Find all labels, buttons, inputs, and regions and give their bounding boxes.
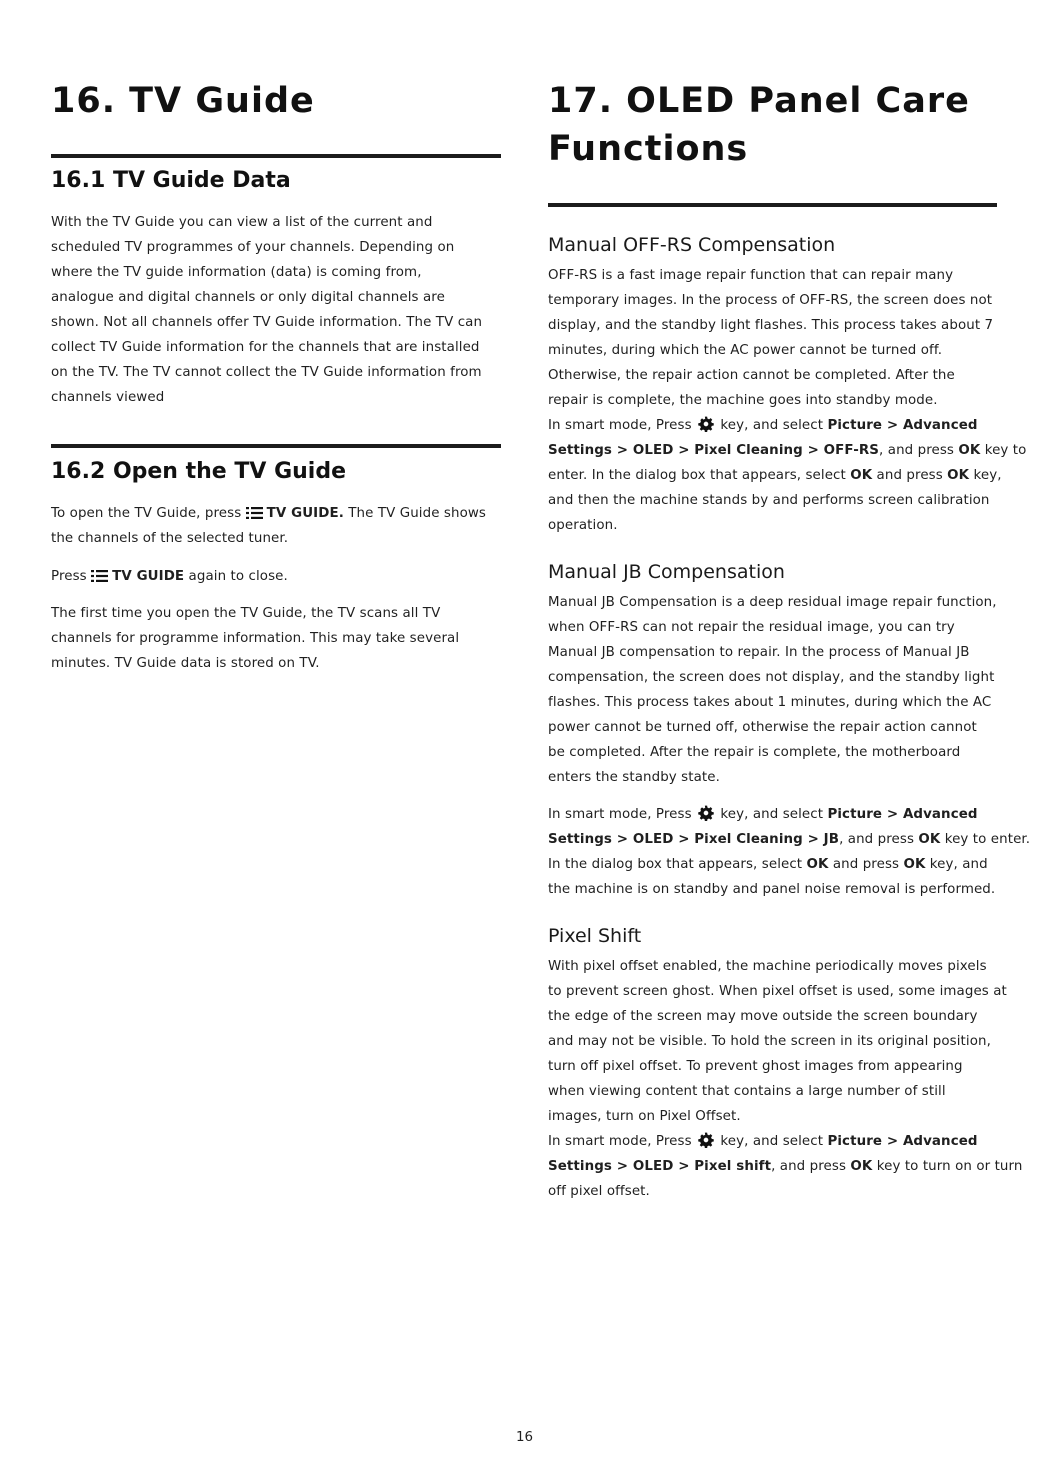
text-line: images, turn on Pixel Offset. xyxy=(548,1109,741,1124)
text-line: off pixel offset. xyxy=(548,1184,650,1199)
text-line: power cannot be turned off, otherwise the repair action cannot xyxy=(548,720,977,735)
jb-instructions-paragraph xyxy=(548,802,1030,902)
text-line: enters the standby state. xyxy=(548,770,720,785)
tv-guide-list-icon xyxy=(246,507,263,519)
gear-icon xyxy=(698,805,714,821)
text-line: the edge of the screen may move outside the screen boundary xyxy=(548,1009,978,1024)
first-time-paragraph xyxy=(51,601,459,676)
chapter-title-oled-line1: 17. OLED Panel Care xyxy=(548,81,970,121)
section-heading-tv-guide-data: 16.1 TV Guide Data xyxy=(51,168,291,193)
open-tv-guide-paragraph xyxy=(51,501,486,551)
text-line: enter. In the dialog box that appears, select OK and press OK key, xyxy=(548,468,1002,483)
divider xyxy=(51,154,501,158)
text-line: Press TV GUIDE again to close. xyxy=(51,569,288,584)
text-line: repair is complete, the machine goes into standby mode. xyxy=(548,393,938,408)
chapter-title-oled-line2: Functions xyxy=(548,129,749,169)
text-line: temporary images. In the process of OFF-RS, the screen does not xyxy=(548,293,993,308)
chapter-title-tv-guide: 16. TV Guide xyxy=(51,81,315,121)
text-line: and then the machine stands by and performs screen calibration xyxy=(548,493,990,508)
text-line: when viewing content that contains a large number of still xyxy=(548,1084,946,1099)
text-line: Settings > OLED > Pixel shift, and press OK key to turn on or turn xyxy=(548,1159,1023,1174)
text-line: OFF-RS is a fast image repair function that can repair many xyxy=(548,268,954,283)
text-line: With the TV Guide you can view a list of the current and xyxy=(51,215,433,230)
section-heading-pixel-shift: Pixel Shift xyxy=(548,925,642,947)
text-line: compensation, the screen does not display, and the standby light xyxy=(548,670,995,685)
section-heading-off-rs: Manual OFF-RS Compensation xyxy=(548,234,836,256)
divider xyxy=(548,203,997,207)
text-line: display, and the standby light flashes. This process takes about 7 xyxy=(548,318,994,333)
page-number: 16 xyxy=(515,1430,534,1445)
tv-guide-data-paragraph xyxy=(51,210,482,410)
text-line: shown. Not all channels offer TV Guide information. The TV can xyxy=(51,315,483,330)
tv-guide-list-icon xyxy=(91,570,108,582)
text-line: the machine is on standby and panel noise removal is performed. xyxy=(548,882,996,897)
text-line: To open the TV Guide, press TV GUIDE. The TV Guide shows xyxy=(51,506,486,521)
divider xyxy=(51,444,501,448)
gear-icon xyxy=(698,416,714,432)
text-line: on the TV. The TV cannot collect the TV Guide information from xyxy=(51,365,482,380)
text-line: With pixel offset enabled, the machine periodically moves pixels xyxy=(548,959,987,974)
gear-icon xyxy=(698,1132,714,1148)
text-line: when OFF-RS can not repair the residual image, you can try xyxy=(548,620,955,635)
text-line: flashes. This process takes about 1 minutes, during which the AC xyxy=(548,695,992,710)
text-line: turn off pixel offset. To prevent ghost images from appearing xyxy=(548,1059,963,1074)
text-line: channels viewed xyxy=(51,390,165,405)
off-rs-paragraph xyxy=(548,263,1026,538)
text-line: In smart mode, Press key, and select Picture > Advanced xyxy=(548,418,978,433)
text-line: In smart mode, Press key, and select Picture > Advanced xyxy=(548,807,978,822)
section-heading-jb: Manual JB Compensation xyxy=(548,561,785,583)
text-line: Settings > OLED > Pixel Cleaning > OFF-RS, and press OK key to xyxy=(548,443,1027,458)
text-line: channels for programme information. This may take several xyxy=(51,631,460,646)
text-line: and may not be visible. To hold the screen in its original position, xyxy=(548,1034,991,1049)
jb-paragraph xyxy=(548,590,997,790)
text-line: In the dialog box that appears, select OK and press OK key, and xyxy=(548,857,988,872)
text-line: the channels of the selected tuner. xyxy=(51,531,289,546)
section-heading-open-tv-guide: 16.2 Open the TV Guide xyxy=(51,459,347,484)
pixel-shift-paragraph xyxy=(548,954,1022,1204)
text-line: be completed. After the repair is complete, the motherboard xyxy=(548,745,961,760)
text-line: analogue and digital channels or only digital channels are xyxy=(51,290,445,305)
text-line: scheduled TV programmes of your channels. Depending on xyxy=(51,240,455,255)
text-line: to prevent screen ghost. When pixel offset is used, some images at xyxy=(548,984,1007,999)
close-tv-guide-paragraph xyxy=(51,564,288,589)
text-line: operation. xyxy=(548,518,618,533)
text-line: Otherwise, the repair action cannot be completed. After the xyxy=(548,368,955,383)
text-line: Settings > OLED > Pixel Cleaning > JB, and press OK key to enter. xyxy=(548,832,1031,847)
text-line: Manual JB Compensation is a deep residual image repair function, xyxy=(548,595,997,610)
text-line: Manual JB compensation to repair. In the process of Manual JB xyxy=(548,645,970,660)
text-line: minutes, during which the AC power cannot be turned off. xyxy=(548,343,943,358)
text-line: collect TV Guide information for the channels that are installed xyxy=(51,340,480,355)
text-line: where the TV guide information (data) is coming from, xyxy=(51,265,422,280)
text-line: In smart mode, Press key, and select Picture > Advanced xyxy=(548,1134,978,1149)
text-line: minutes. TV Guide data is stored on TV. xyxy=(51,656,320,671)
text-line: The first time you open the TV Guide, the TV scans all TV xyxy=(51,606,441,621)
